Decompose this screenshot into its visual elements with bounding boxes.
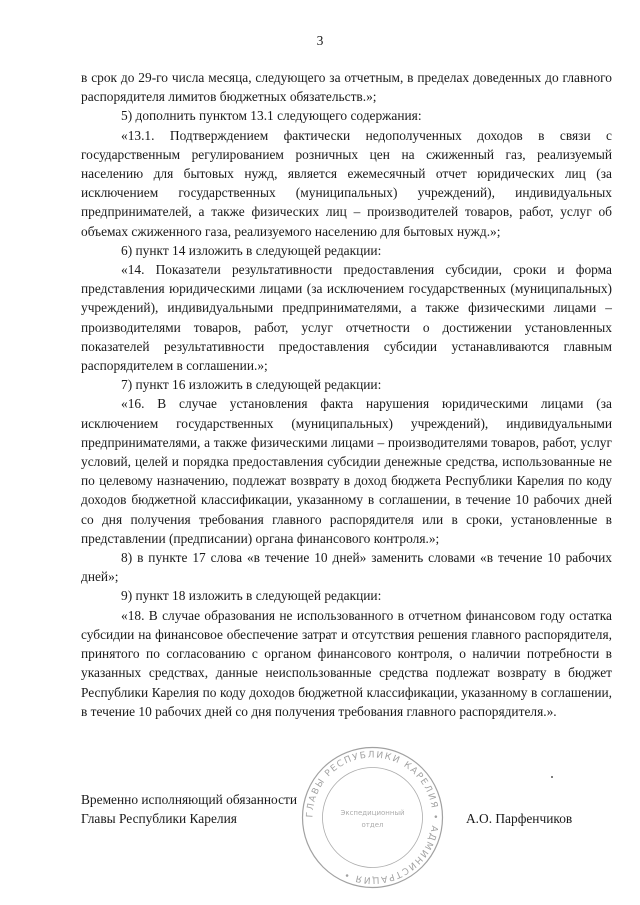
paragraph-6: 7) пункт 16 изложить в следующей редакции:: [121, 377, 382, 393]
paragraph-5: «14. Показатели результативности предоставления субсидии, сроки и форма представления юридическими лицами (за исключением государственных (муниципальных) учреждений), индивидуальными предпринимателями, а также физическими лицами – производителями товаров, работ, услуг отчетности о достижении установленных показателей результативности предоставления субсидии устанавливаются главным распорядителем в соглашении.»;: [81, 262, 612, 374]
signatory-title-line-2: Главы Республики Карелия: [81, 811, 237, 826]
paragraph-8: 8) в пункте 17 слова «в течение 10 дней» заменить словами «в течение 10 рабочих дней»;: [81, 550, 612, 585]
official-stamp: [300, 745, 445, 890]
stamp-inner-text-2: отдел: [361, 821, 384, 829]
svg-text:ГЛАВЫ РЕСПУБЛИКИ КАРЕЛИЯ • АДМ: [305, 750, 439, 884]
signatory-name: А.О. Парфенчиков: [466, 811, 573, 826]
paragraph-7: «16. В случае установления факта нарушения юридическими лицами (за исключением государственных (муниципальных) учреждений), индивидуальными предпринимателями, а также физическими лицами – производителями товаров, работ, услуг условий, целей и порядка предоставления субсидии денежные средства, использованные не по целевому назначению, подлежат возврату в доход бюджета Республики Карелия по коду доходов бюджетной классификации, указанному в соглашении, в течение 10 рабочих дней со дня получения требования главного распорядителя или в сроки, установленные в представлении (предписании) органа финансового контроля.»;: [81, 396, 612, 546]
signatory-title-line-1: Временно исполняющий обязанности: [81, 792, 298, 807]
paragraph-2: 5) дополнить пунктом 13.1 следующего содержания:: [121, 108, 422, 124]
stamp-outer-text: ГЛАВЫ РЕСПУБЛИКИ КАРЕЛИЯ • АДМИНИСТРАЦИЯ •: [305, 750, 440, 885]
ink-dot: [551, 776, 553, 778]
signatory-title: [81, 790, 297, 828]
page-number: 3: [316, 33, 324, 48]
document-body: [81, 68, 612, 721]
paragraph-4: 6) пункт 14 изложить в следующей редакции:: [121, 242, 382, 258]
paragraph-9: 9) пункт 18 изложить в следующей редакции:: [121, 588, 382, 604]
stamp-inner-text-1: Экспедиционный: [340, 809, 405, 817]
paragraph-10: «18. В случае образования не использованного в отчетном финансовом году остатка субсидии на финансовое обеспечение затрат и отсутствия решения главного распорядителя, принятого по согласованию с органом финансового контроля, о наличии потребности в указанных средствах, данные неиспользованные средства подлежат возврату в бюджет Республики Карелия по коду доходов бюджетной классификации, указанному в соглашении, в течение 10 рабочих дней со дня получения требования главного распорядителя.».: [81, 607, 612, 719]
paragraph-3: «13.1. Подтверждением фактически недополученных доходов в связи с государственным регулированием розничных цен на сжиженный газ, реализуемый населению для бытовых нужд, является ежемесячный отчет юридических лиц (за исключением государственных (муниципальных) учреждений), индивидуальных предпринимателей, а также физических лиц – производителей товаров, работ, услуг об объемах сжиженного газа, реализуемого населению для бытовых нужд.»;: [81, 127, 612, 239]
paragraph-1: в срок до 29-го числа месяца, следующего за отчетным, в пределах доведенных до главного распорядителя лимитов бюджетных обязательств.»;: [81, 70, 612, 105]
